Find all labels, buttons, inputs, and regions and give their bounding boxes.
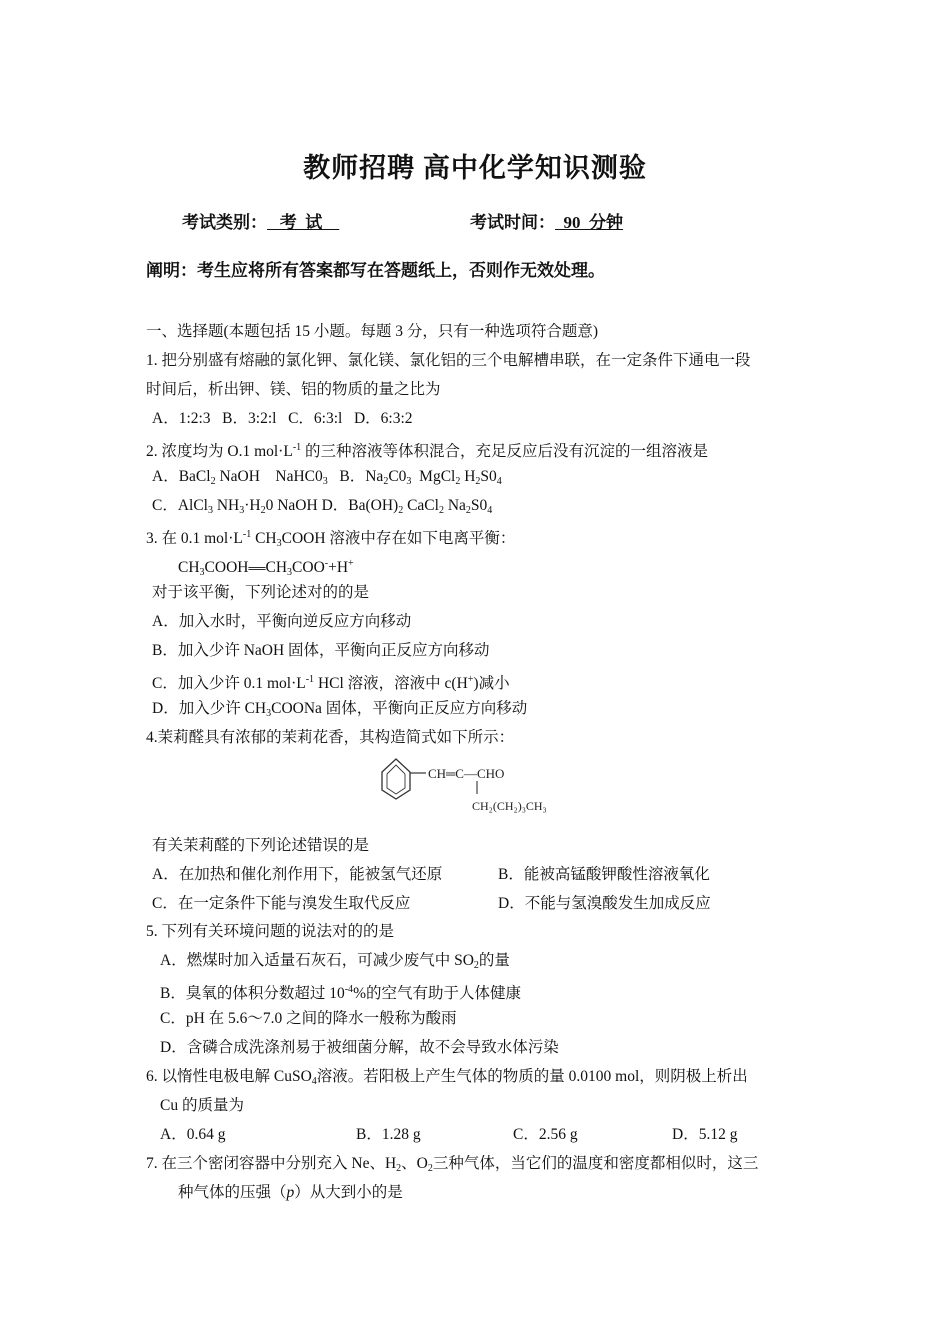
q4-lead: 有关茉莉醛的下列论述错误的是 (152, 837, 370, 854)
q5-option-d: D．含磷合成洗涤剂易于被细菌分解，故不会导致水体污染 (160, 1039, 559, 1056)
q4-option-c: C．在一定条件下能与溴发生取代反应 (152, 895, 411, 912)
q4-option-a: A．在加热和催化剂作用下，能被氢气还原 (152, 866, 443, 883)
page-title: 教师招聘 高中化学知识测验 (303, 153, 647, 183)
q3-option-d: D．加入少许 $CH_3COONa$ 固体，平衡向正反应方向移动 (152, 700, 528, 719)
q1-stem-line2: 时间后，析出钾、镁、铝的物质的量之比为 (146, 381, 441, 398)
category-label: 考试类别： (182, 213, 267, 232)
q7-stem-line2: 种气体的压强（p）从大到小的是 (178, 1184, 403, 1201)
category-value: 考 试 (267, 213, 340, 232)
q5-stem: 5. 下列有关环境问题的说法对的的是 (146, 923, 395, 940)
q3-option-a: A．加入水时，平衡向逆反应方向移动 (152, 613, 412, 630)
section-heading: 一、选择题(本题包括 15 小题。每题 3 分，只有一种选项符合题意) (146, 323, 599, 340)
q3-stem: 3. 在 0.1 $mol\cdot L^{-1}$ $CH_3COOH$ 溶液中存在如下电离平衡： (146, 529, 516, 549)
q1-stem-line1: 1. 把分别盛有熔融的氯化钾、氯化镁、氯化铝的三个电解槽串联，在一定条件下通电一段 (146, 352, 751, 369)
exam-time (470, 208, 623, 233)
notice-text: 阐明：考生应将所有答案都写在答题纸上，否则作无效处理。 (146, 261, 605, 280)
time-value: 90 分钟 (555, 213, 623, 232)
q5-option-a: A．燃煤时加入适量石灰石，可减少废气中 $SO_2$的量 (160, 952, 510, 971)
q4-option-d: D．不能与氢溴酸发生加成反应 (498, 895, 711, 912)
q3-option-b: B．加入少许 NaOH 固体，平衡向正反应方向移动 (152, 642, 490, 659)
q6-stem-line1: 6. 以惰性电极电解 CuSO$_4$溶液。若阳极上产生气体的物质的量 0.0100 mol，则阴极上析出 (146, 1068, 748, 1087)
time-label: 考试时间： (470, 213, 555, 232)
q4-stem: 4.茉莉醛具有浓郁的茉莉花香，其构造简式如下所示： (146, 729, 515, 746)
jasminaldehyde-structure (374, 750, 584, 816)
structure-bottom-label: CH₂(CH₂)₃CH₃ (472, 799, 547, 813)
q7-stem-line1: 7. 在三个密闭容器中分别充入 Ne、$H_2$、$O_2$三种气体，当它们的温度和密度都相似时，这三 (146, 1155, 759, 1174)
q1-options: A．1:2:3 B．3:2:l C．6:3:l D．6:3:2 (152, 410, 413, 427)
q4-option-b: B．能被高锰酸钾酸性溶液氧化 (498, 866, 710, 883)
q3-equation: $CH_3COOH══CH_3COO^-+H^+$ (178, 558, 354, 578)
q6-option-c: C．2.56 g (513, 1126, 578, 1143)
q2-options-ab: A．BaCl$_2$ NaOH $NaHC0_3$ B．$Na_2C0_3$ MgCl$_2$ $H_2S0_4$ (152, 468, 502, 487)
q3-option-c: C．加入少许 0.1 $mol\cdot L^{-1}$ HCl 溶液，溶液中 c(H+)减小 (152, 674, 510, 692)
q5-option-c: C．pH 在 5.6～7.0 之间的降水一般称为酸雨 (160, 1010, 457, 1027)
q2-stem: 2. 浓度均为 O.1 $mol\cdot L^{-1}$ 的三种溶液等体积混合，充足反应后没有沉淀的一组溶液是 (146, 442, 709, 460)
structure-top-label: CH═C—CHO (428, 766, 505, 781)
q6-option-d: D．5.12 g (672, 1126, 738, 1143)
q6-stem-line2: Cu 的质量为 (160, 1097, 244, 1114)
q6-option-a: A．0.64 g (160, 1126, 226, 1143)
exam-category (182, 208, 339, 233)
q6-option-b: B．1.28 g (356, 1126, 421, 1143)
q2-options-cd: C．AlCl$_3$ $NH_3\cdot H_20$ NaOH D．$Ba(OH)_2$ CaCl$_2$ $Na_2S0_4$ (152, 497, 493, 516)
q3-lead: 对于该平衡，下列论述对的的是 (152, 584, 370, 601)
q5-option-b: B．臭氧的体积分数超过 $10^{-4}\%$的空气有助于人体健康 (160, 984, 521, 1002)
